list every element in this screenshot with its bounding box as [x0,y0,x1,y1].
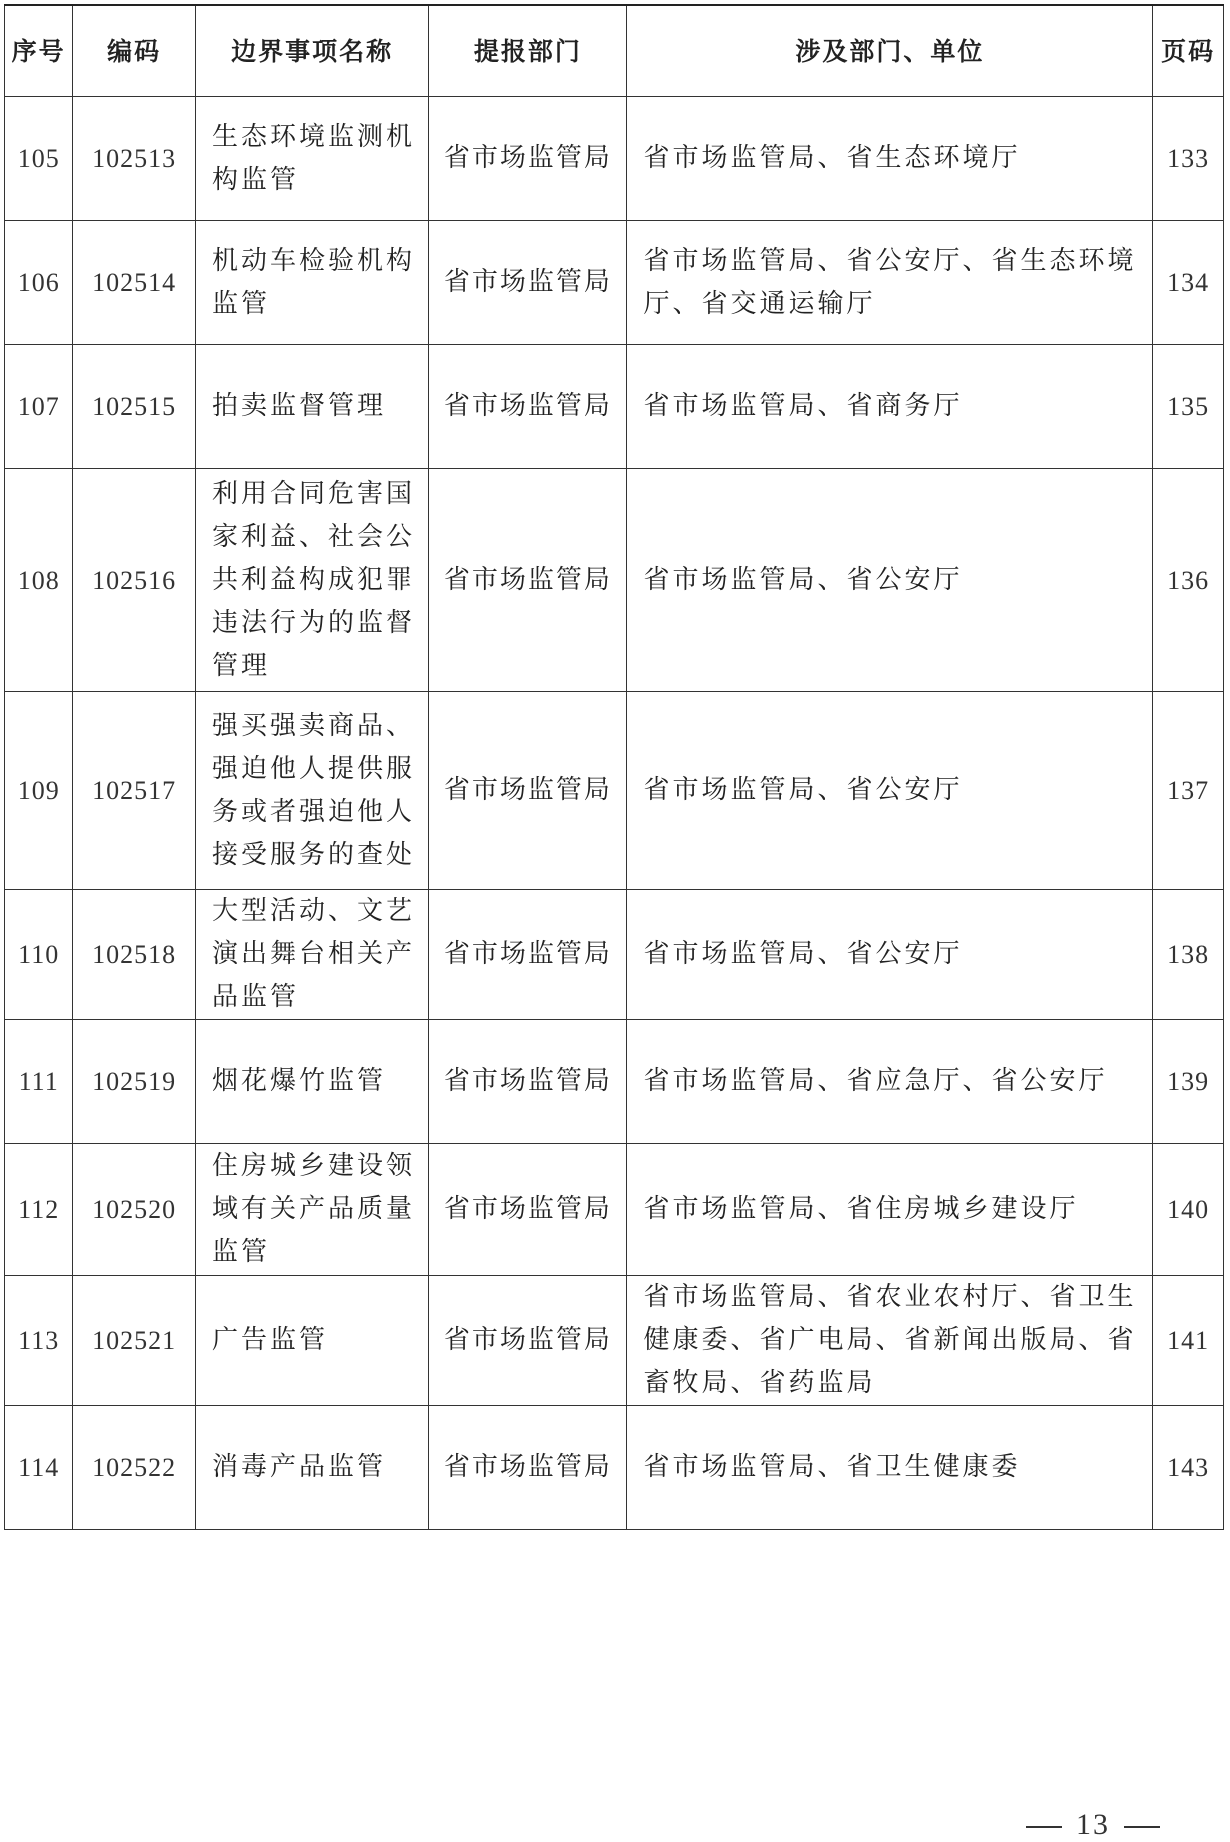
cell-serial-number: 107 [5,345,73,469]
cell-code: 102519 [73,1020,196,1144]
cell-involved-units: 省市场监管局、省公安厅 [627,890,1153,1020]
header-code: 编码 [73,5,196,97]
cell-item-name: 广告监管 [195,1276,428,1406]
cell-code: 102522 [73,1406,196,1530]
header-page-number: 页码 [1153,5,1224,97]
cell-page-number: 139 [1153,1020,1224,1144]
table-row [5,1144,1224,1276]
cell-item-name: 强买强卖商品、强迫他人提供服务或者强迫他人接受服务的查处 [195,692,428,890]
cell-page-number: 143 [1153,1406,1224,1530]
table-header-row [5,5,1224,97]
cell-code: 102515 [73,345,196,469]
cell-submitting-department: 省市场监管局 [429,97,627,221]
cell-serial-number: 108 [5,469,73,692]
cell-serial-number: 109 [5,692,73,890]
cell-involved-units: 省市场监管局、省公安厅 [627,469,1153,692]
footer-page-number: 13 [1076,1808,1110,1841]
table-row [5,469,1224,692]
cell-page-number: 135 [1153,345,1224,469]
cell-code: 102520 [73,1144,196,1276]
cell-code: 102513 [73,97,196,221]
table-row [5,692,1224,890]
cell-serial-number: 113 [5,1276,73,1406]
cell-involved-units: 省市场监管局、省应急厅、省公安厅 [627,1020,1153,1144]
cell-involved-units: 省市场监管局、省商务厅 [627,345,1153,469]
cell-serial-number: 110 [5,890,73,1020]
cell-submitting-department: 省市场监管局 [429,890,627,1020]
cell-serial-number: 111 [5,1020,73,1144]
cell-submitting-department: 省市场监管局 [429,221,627,345]
cell-item-name: 生态环境监测机构监管 [195,97,428,221]
boundary-items-table [4,4,1224,1530]
cell-submitting-department: 省市场监管局 [429,469,627,692]
cell-page-number: 136 [1153,469,1224,692]
cell-serial-number: 112 [5,1144,73,1276]
cell-submitting-department: 省市场监管局 [429,1406,627,1530]
boundary-items-table-container [4,4,1224,1530]
cell-involved-units: 省市场监管局、省生态环境厅 [627,97,1153,221]
cell-page-number: 133 [1153,97,1224,221]
cell-submitting-department: 省市场监管局 [429,692,627,890]
table-row [5,890,1224,1020]
table-row [5,1020,1224,1144]
cell-involved-units: 省市场监管局、省公安厅、省生态环境厅、省交通运输厅 [627,221,1153,345]
cell-serial-number: 105 [5,97,73,221]
cell-item-name: 消毒产品监管 [195,1406,428,1530]
cell-involved-units: 省市场监管局、省公安厅 [627,692,1153,890]
cell-code: 102517 [73,692,196,890]
cell-code: 102516 [73,469,196,692]
header-submitting-department: 提报部门 [429,5,627,97]
cell-involved-units: 省市场监管局、省卫生健康委 [627,1406,1153,1530]
cell-submitting-department: 省市场监管局 [429,1020,627,1144]
cell-item-name: 大型活动、文艺演出舞台相关产品监管 [195,890,428,1020]
cell-item-name: 利用合同危害国家利益、社会公共利益构成犯罪违法行为的监督管理 [195,469,428,692]
cell-serial-number: 106 [5,221,73,345]
cell-page-number: 140 [1153,1144,1224,1276]
footer-dash-right [1124,1826,1160,1828]
cell-code: 102518 [73,890,196,1020]
cell-page-number: 141 [1153,1276,1224,1406]
cell-involved-units: 省市场监管局、省住房城乡建设厅 [627,1144,1153,1276]
table-row [5,221,1224,345]
cell-page-number: 134 [1153,221,1224,345]
cell-submitting-department: 省市场监管局 [429,345,627,469]
table-row [5,1406,1224,1530]
cell-submitting-department: 省市场监管局 [429,1276,627,1406]
table-row [5,1276,1224,1406]
cell-code: 102521 [73,1276,196,1406]
table-row [5,97,1224,221]
cell-code: 102514 [73,221,196,345]
header-serial-number: 序号 [5,5,73,97]
page-footer [1012,1808,1174,1842]
cell-item-name: 住房城乡建设领域有关产品质量监管 [195,1144,428,1276]
header-item-name: 边界事项名称 [195,5,428,97]
cell-page-number: 138 [1153,890,1224,1020]
cell-item-name: 拍卖监督管理 [195,345,428,469]
footer-dash-left [1026,1826,1062,1828]
cell-submitting-department: 省市场监管局 [429,1144,627,1276]
cell-item-name: 烟花爆竹监管 [195,1020,428,1144]
header-involved-units: 涉及部门、单位 [627,5,1153,97]
cell-involved-units: 省市场监管局、省农业农村厅、省卫生健康委、省广电局、省新闻出版局、省畜牧局、省药监局 [627,1276,1153,1406]
cell-page-number: 137 [1153,692,1224,890]
cell-item-name: 机动车检验机构监管 [195,221,428,345]
cell-serial-number: 114 [5,1406,73,1530]
table-row [5,345,1224,469]
